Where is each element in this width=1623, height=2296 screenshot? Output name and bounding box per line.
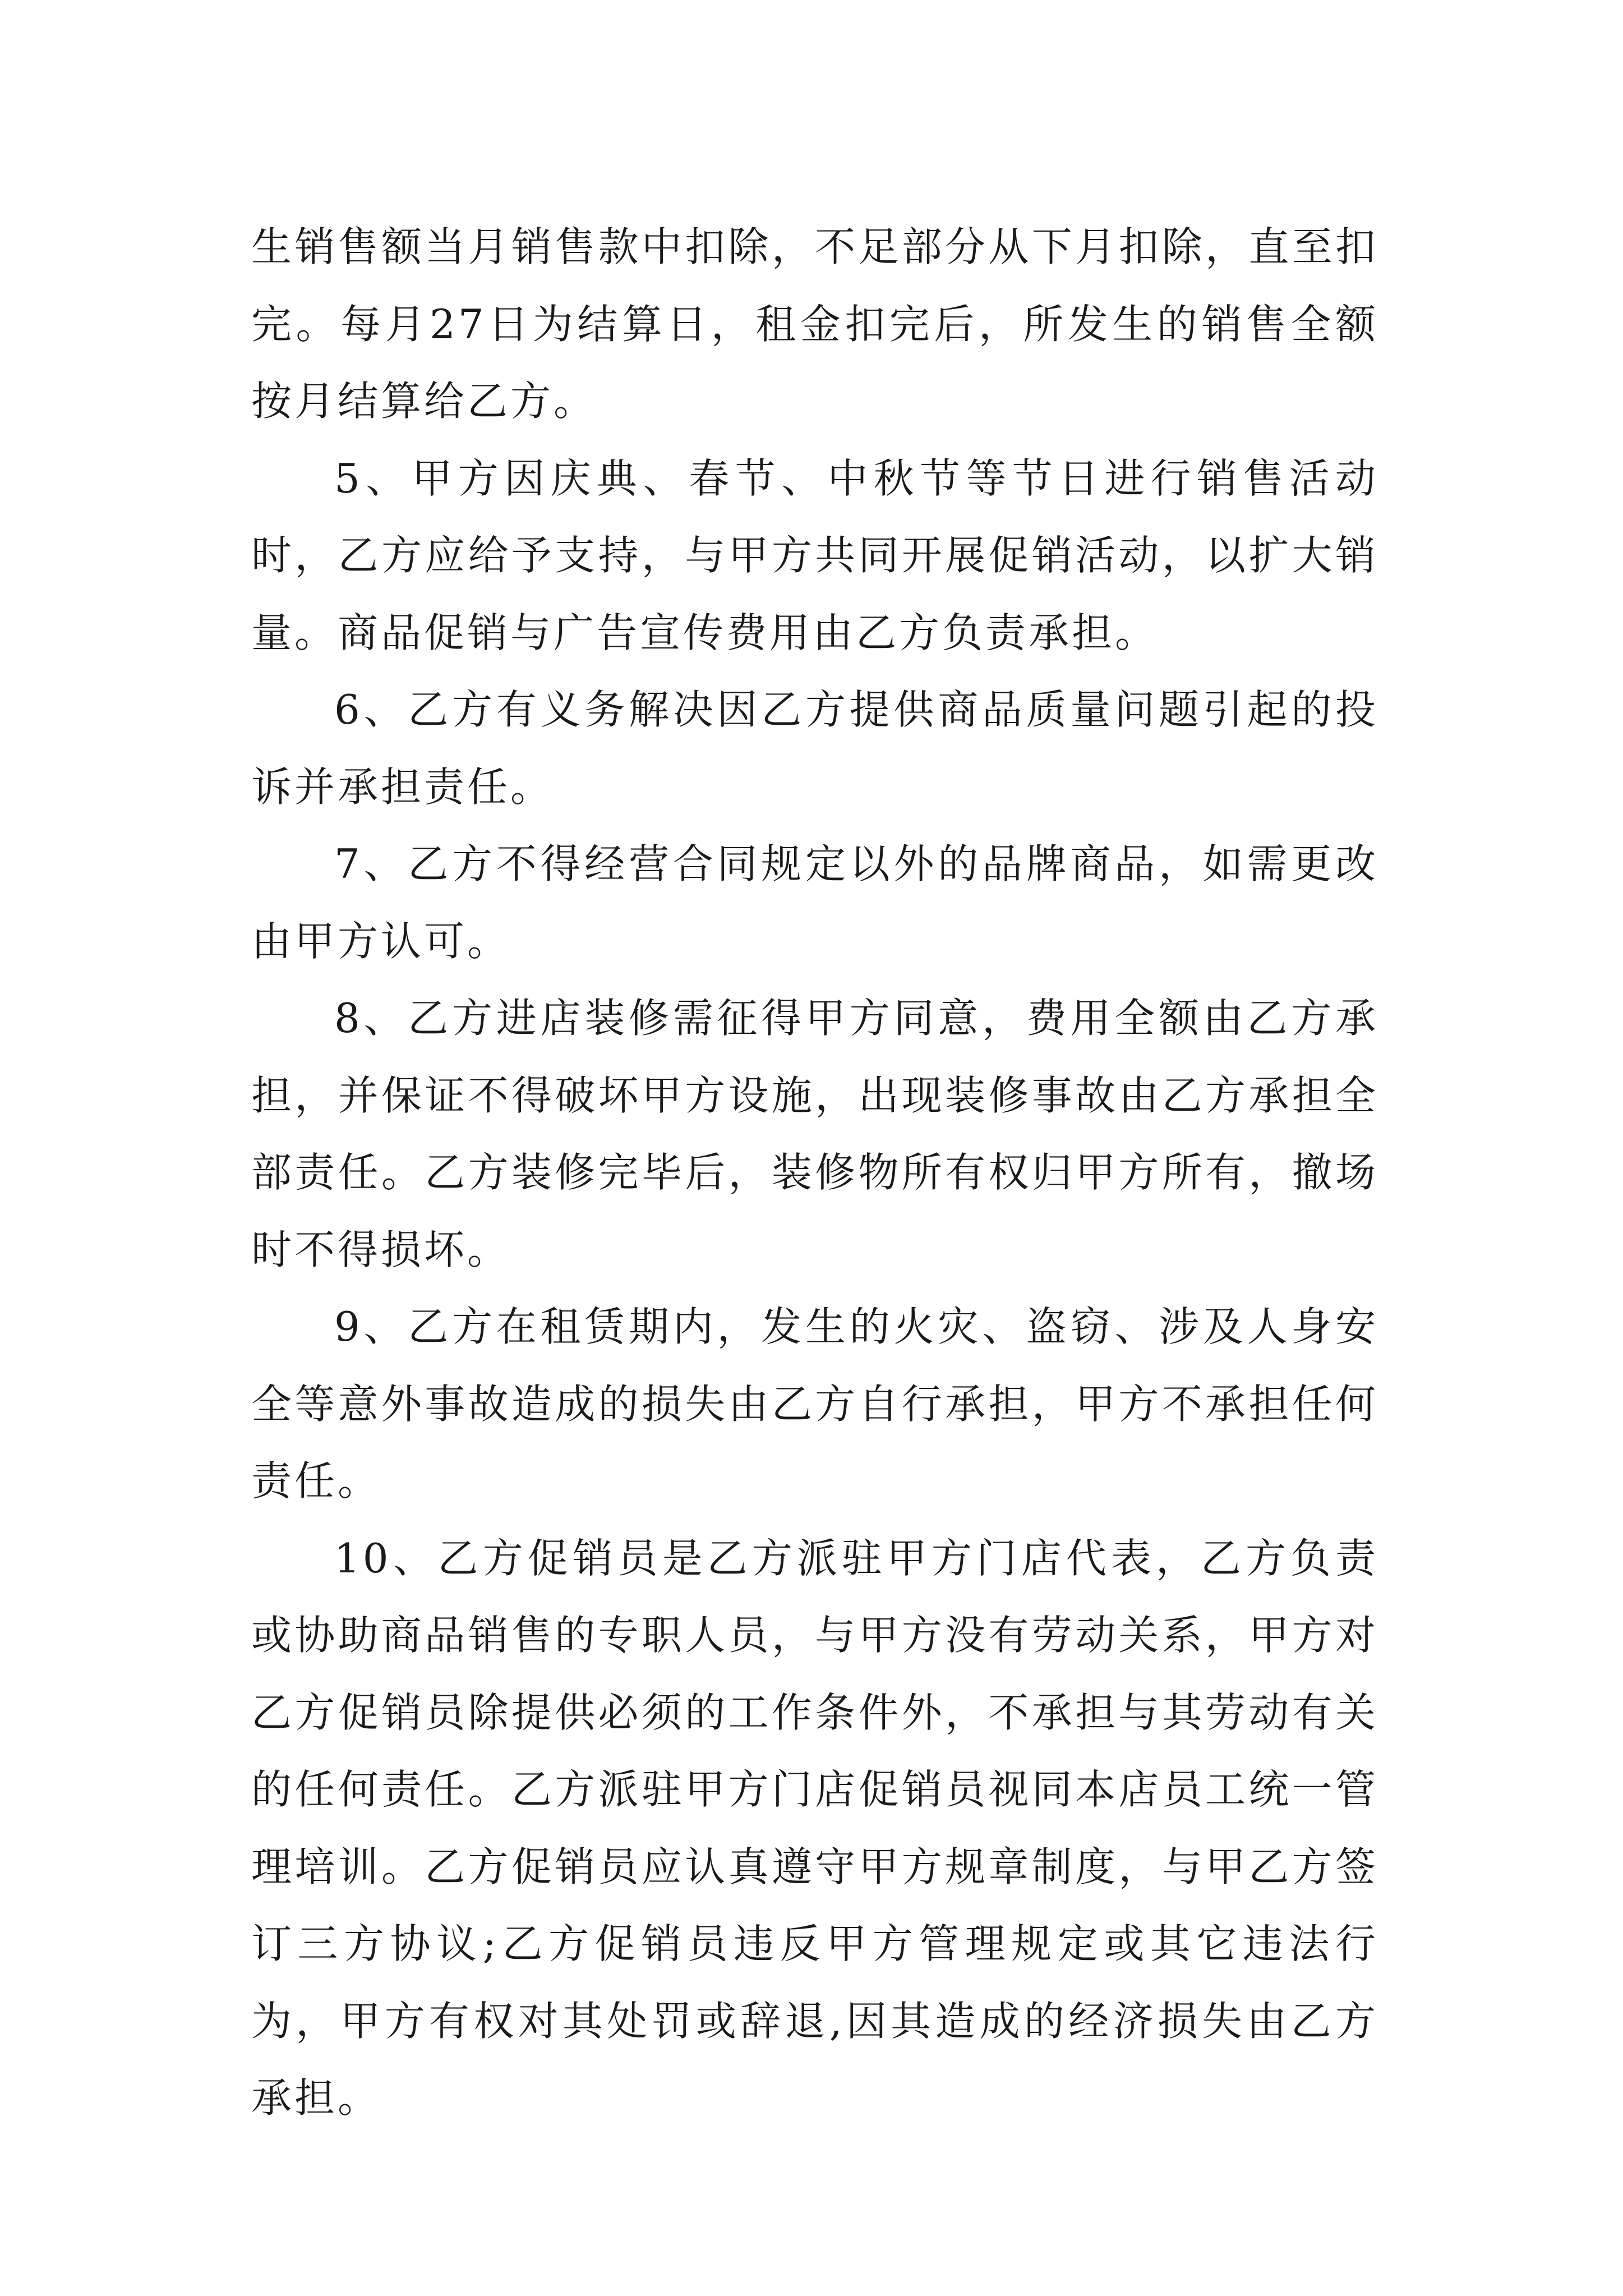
paragraph-clause-6: 6、乙方有义务解决因乙方提供商品质量问题引起的投诉并承担责任。 [251,686,1378,811]
document-body [251,209,1378,2137]
paragraph-clause-10: 10、乙方促销员是乙方派驻甲方门店代表，乙方负责或协助商品销售的专职人员，与甲方没有劳动关系，甲方对乙方促销员除提供必须的工作条件外，不承担与其劳动有关的任何责任。乙方派驻甲方门店促销员视同本店员工统一管理培训。乙方促销员应认真遵守甲方规章制度，与甲乙方签订三方协议;乙方促销员违反甲方管理规定或其它违法行为，甲方有权对其处罚或辞退,因其造成的经济损失由乙方承担。 [251,1534,1378,2122]
paragraph-continuation: 生销售额当月销售款中扣除，不足部分从下月扣除，直至扣完。每月27日为结算日，租金扣完后，所发生的销售全额按月结算给乙方。 [251,223,1378,425]
paragraph-clause-8: 8、乙方进店装修需征得甲方同意，费用全额由乙方承担，并保证不得破坏甲方设施，出现装修事故由乙方承担全部责任。乙方装修完毕后，装修物所有权归甲方所有，撤场时不得损坏。 [251,995,1378,1273]
paragraph-clause-9: 9、乙方在租赁期内，发生的火灾、盗窃、涉及人身安全等意外事故造成的损失由乙方自行承担，甲方不承担任何责任。 [251,1303,1378,1504]
paragraph-clause-7: 7、乙方不得经营合同规定以外的品牌商品，如需更改由甲方认可。 [251,840,1378,965]
paragraph-clause-5: 5、甲方因庆典、春节、中秋节等节日进行销售活动时，乙方应给予支持，与甲方共同开展促销活动，以扩大销量。商品促销与广告宣传费用由乙方负责承担。 [251,454,1378,656]
